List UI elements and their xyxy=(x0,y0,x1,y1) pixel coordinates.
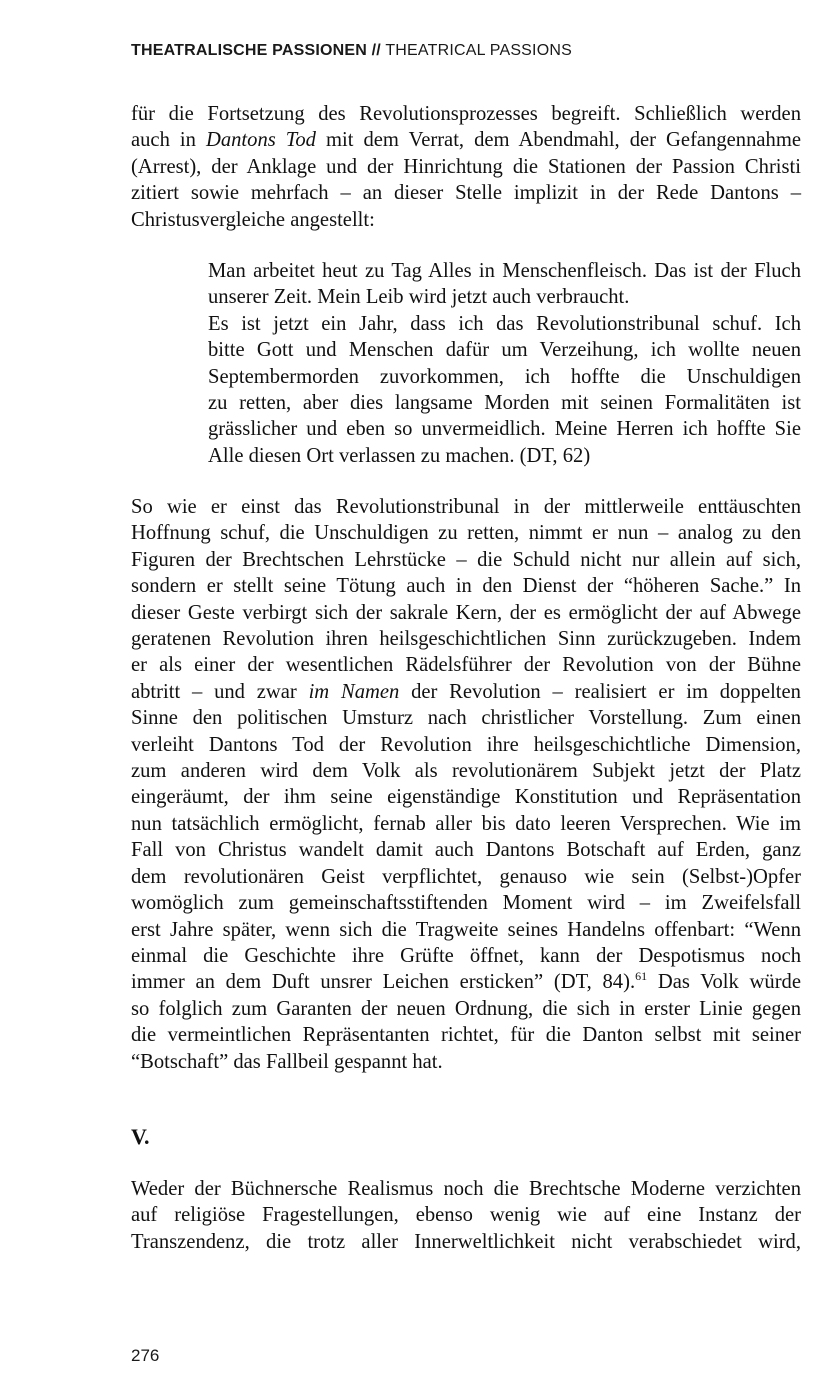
text-line: Transzendenz, die trotz aller Innerweltlichkeit nicht verabschiedet wird, xyxy=(131,1230,801,1253)
text-line: verleiht Dantons Tod der Revolution ihre heilsgeschichtliche Dimension, xyxy=(131,733,801,756)
quote-line: unserer Zeit. Mein Leib wird jetzt auch verbraucht. xyxy=(208,286,630,309)
text-segment: Das Volk würde xyxy=(647,971,801,994)
text-line xyxy=(131,127,801,153)
text-line: für die Fortsetzung des Revolutionsprozesses begreift. Schließlich werden xyxy=(131,103,801,125)
text-segment: immer an dem Duft unsrer Leichen ersticken” (DT, 84). xyxy=(131,971,636,994)
paragraph-1 xyxy=(131,101,801,233)
page-number: 276 xyxy=(131,1346,160,1365)
quote-line: Septembermorden zuvorkommen, ich hoffte die Unschuldigen xyxy=(208,365,801,388)
section-heading: V. xyxy=(131,1124,150,1149)
text-line xyxy=(131,969,801,995)
emphasis-italic: im Namen xyxy=(308,680,400,703)
text-line: Sinne den politischen Umsturz nach christlicher Vorstellung. Zum einen xyxy=(131,707,801,730)
text-line: Fall von Christus wandelt damit auch Dantons Botschaft auf Erden, ganz xyxy=(131,839,801,862)
text-line: die vermeintlichen Repräsentanten richtet, für die Danton selbst mit seiner xyxy=(131,1024,801,1047)
text-line: zitiert sowie mehrfach – an dieser Stelle implizit in der Rede Dantons – xyxy=(131,182,801,205)
text-line: geratenen Revolution ihren heilsgeschichtlichen Sinn zurückzugeben. Indem xyxy=(131,628,801,651)
quote-line: grässlicher und eben so unvermeidlich. Meine Herren ich hoffte Sie xyxy=(208,418,801,441)
text-line: So wie er einst das Revolutionstribunal in der mittlerweile enttäuschten xyxy=(131,496,801,518)
running-head-german: THEATRALISCHE PASSIONEN // xyxy=(131,42,381,59)
running-head-english: THEATRICAL PASSIONS xyxy=(380,42,572,59)
text-line: dem revolutionären Geist verpflichtet, genauso wie sein (Selbst-)Opfer xyxy=(131,865,801,888)
quote-line: Alle diesen Ort verlassen zu machen. (DT, 62) xyxy=(208,444,591,467)
quote-line: bitte Gott und Menschen dafür um Verzeihung, ich wollte neuen xyxy=(208,339,801,362)
text-line: sondern er stellt seine Tötung auch in den Dienst der “höheren Sache.” In xyxy=(131,575,801,598)
text-line xyxy=(131,679,801,705)
footnote-reference[interactable]: 61 xyxy=(635,969,648,984)
block-quote xyxy=(208,258,801,469)
text-line: Figuren der Brechtschen Lehrstücke – die Schuld nicht nur allein auf sich, xyxy=(131,548,801,571)
text-segment: mit dem Verrat, dem Abendmahl, der Gefangennahme xyxy=(315,129,801,152)
running-head xyxy=(131,42,572,60)
text-line: er als einer der wesentlichen Rädelsführer der Revolution von der Bühne xyxy=(131,654,801,677)
text-line: zum anderen wird dem Volk als revolutionärem Subjekt jetzt der Platz xyxy=(131,760,801,783)
text-line: so folglich zum Garanten der neuen Ordnung, die sich in erster Linie gegen xyxy=(131,997,801,1020)
quote-line: Man arbeitet heut zu Tag Alles in Menschenfleisch. Das ist der Fluch xyxy=(208,260,801,282)
text-line: dieser Geste verbirgt sich der sakrale Kern, der es ermöglicht der auf Abwege xyxy=(131,601,801,624)
text-line: Hoffnung schuf, die Unschuldigen zu retten, nimmt er nun – analog zu den xyxy=(131,522,801,545)
text-line: eingeräumt, der ihm seine eigenständige Konstitution und Repräsentation xyxy=(131,786,801,809)
paragraph-2 xyxy=(131,494,801,1075)
paragraph-3 xyxy=(131,1176,801,1255)
text-line: erst Jahre später, wenn sich die Tragweite seines Handelns offenbart: “Wenn xyxy=(131,918,801,941)
text-line: nun tatsächlich ermöglicht, fernab aller bis dato leeren Versprechen. Wie im xyxy=(131,812,801,835)
text-segment: auch in xyxy=(131,129,206,152)
text-segment: der Revolution – realisiert er im doppelten xyxy=(399,680,801,703)
text-line: “Botschaft” das Fallbeil gespannt hat. xyxy=(131,1050,443,1073)
text-line: Christusvergleiche angestellt: xyxy=(131,208,375,231)
text-line: womöglich zum gemeinschaftsstiftenden Moment wird – im Zweifelsfall xyxy=(131,892,801,915)
text-segment: abtritt – und zwar xyxy=(131,680,309,703)
quote-line: Es ist jetzt ein Jahr, dass ich das Revolutionstribunal schuf. Ich xyxy=(208,312,801,335)
text-line: einmal die Geschichte ihre Grüfte öffnet, kann der Despotismus noch xyxy=(131,944,801,967)
text-line: (Arrest), der Anklage und der Hinrichtung die Stationen der Passion Christi xyxy=(131,155,801,178)
text-line: Weder der Büchnersche Realismus noch die Brechtsche Moderne verzichten xyxy=(131,1178,801,1200)
work-title-italic: Dantons Tod xyxy=(205,129,316,152)
quote-line: zu retten, aber dies langsame Morden mit seinen Formalitäten ist xyxy=(208,392,801,415)
text-line: auf religiöse Fragestellungen, ebenso wenig wie auf eine Instanz der xyxy=(131,1204,801,1227)
